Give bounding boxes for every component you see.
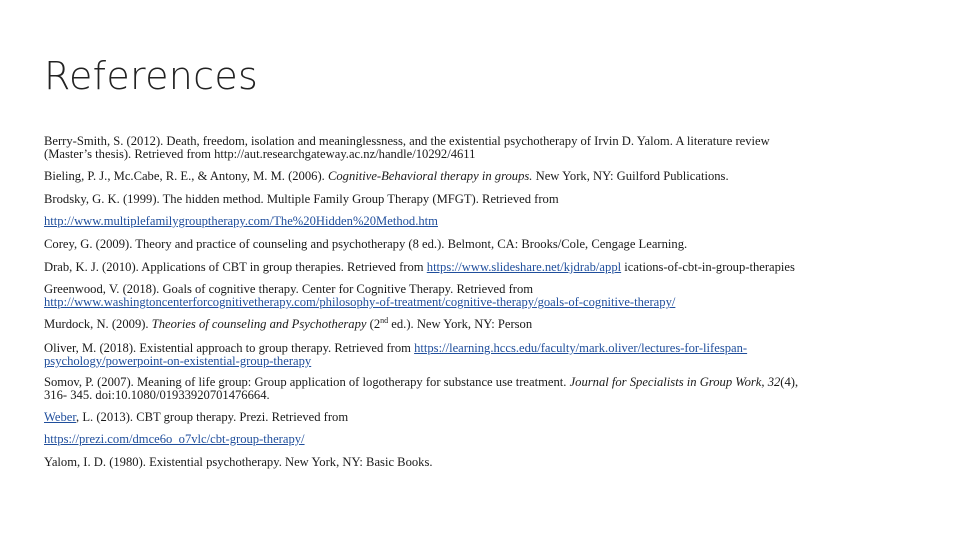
reference-text: (4), [780,375,799,389]
reference-somov [44,376,798,402]
reference-text: , L. (2013). CBT group therapy. Prezi. Retrieved from [76,410,349,424]
reference-text: Oliver, M. (2018). Existential approach to group therapy. Retrieved from [44,341,415,355]
reference-drab [44,261,795,274]
reference-text: Somov, P. (2007). Meaning of life group: Group application of logotherapy for substance use treatment. [44,375,570,389]
reference-murdock [44,315,533,331]
reference-author-link[interactable]: Weber [44,410,77,424]
reference-volume: 32 [767,375,781,389]
reference-bieling [44,170,729,183]
reference-text: (2 [366,317,381,331]
reference-book-title: Cognitive-Behavioral therapy in groups. [327,169,533,183]
reference-text: Yalom, I. D. (1980). Existential psychotherapy. New York, NY: Basic Books. [44,455,433,469]
reference-weber [44,411,348,446]
reference-text: ications-of-cbt-in-group-therapies [621,260,795,274]
reference-berry-smith [44,135,770,161]
reference-link[interactable]: https://learning.hccs.edu/faculty/mark.oliver/lectures-for-lifespan- [414,341,748,355]
reference-link[interactable]: https://prezi.com/dmce6o_o7vlc/cbt-group-therapy/ [44,432,305,446]
reference-greenwood [44,283,675,309]
reference-text: Bieling, P. J., Mc.Cabe, R. E., & Antony, M. M. (2006). [44,169,328,183]
reference-link[interactable]: https://www.slideshare.net/kjdrab/appl [426,260,622,274]
reference-yalom [44,456,433,469]
reference-link-continued[interactable]: psychology/powerpoint-on-existential-group-therapy [44,354,312,368]
reference-oliver [44,342,747,368]
reference-book-title: Theories of counseling and Psychotherapy [151,317,367,331]
slide-title: References [44,54,259,98]
reference-text: Corey, G. (2009). Theory and practice of counseling and psychotherapy (8 ed.). Belmont, CA: Brooks/Cole, Cengage Learning. [44,237,688,251]
reference-brodsky [44,193,559,228]
reference-superscript: nd [380,315,389,325]
reference-text: (Master’s thesis). Retrieved from http://aut.researchgateway.ac.nz/handle/10292/4611 [44,147,476,161]
reference-link[interactable]: http://www.multiplefamilygrouptherapy.com/The%20Hidden%20Method.htm [44,214,438,228]
reference-text: Drab, K. J. (2010). Applications of CBT in group therapies. Retrieved from [44,260,427,274]
reference-text: New York, NY: Guilford Publications. [532,169,729,183]
reference-text: Greenwood, V. (2018). Goals of cognitive therapy. Center for Cognitive Therapy. Retrieved from [44,282,534,296]
reference-journal-title: Journal for Specialists in Group Work, [569,375,765,389]
reference-text: ed.). New York, NY: Person [388,317,533,331]
reference-corey [44,238,687,251]
reference-text: Brodsky, G. K. (1999). The hidden method. Multiple Family Group Therapy (MFGT). Retrieved from [44,192,559,206]
reference-text: Murdock, N. (2009). [44,317,152,331]
reference-text: Berry-Smith, S. (2012). Death, freedom, isolation and meaninglessness, and the existential psychotherapy of Irvin D. Yalom. A literature review [44,134,770,148]
reference-link[interactable]: http://www.washingtoncenterforcognitivetherapy.com/philosophy-of-treatment/cognitive-therapy/goals-of-cognitive-therapy/ [44,295,676,309]
reference-text: 316- 345. doi:10.1080/01933920701476664. [44,388,270,402]
